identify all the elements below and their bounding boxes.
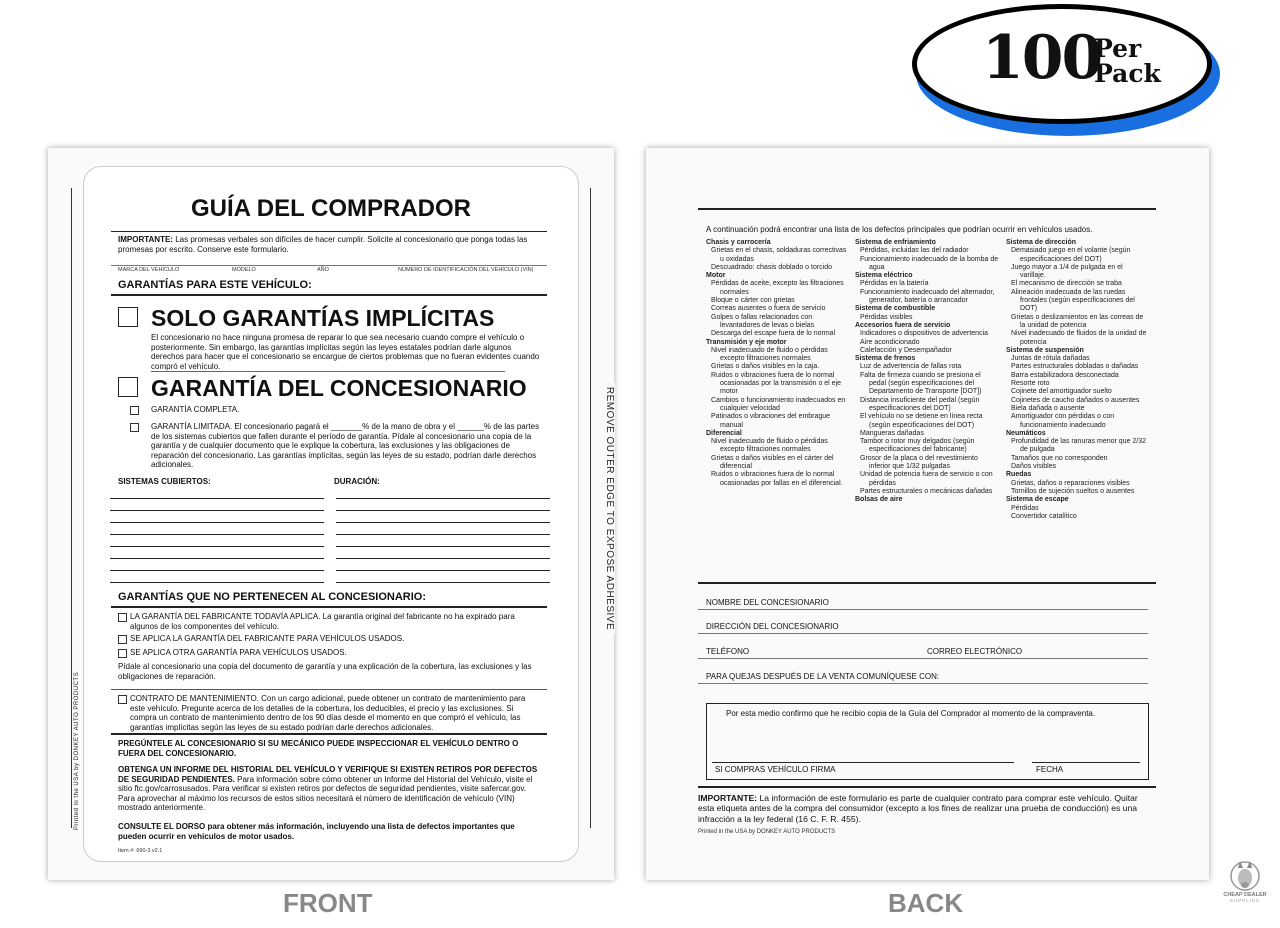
defect-item: Tamaños que no corresponden bbox=[1011, 454, 1108, 462]
logo-text-1: CHEAP DEALER bbox=[1223, 892, 1267, 898]
field-vin: NÚMERO DE IDENTIFICACIÓN DEL VEHÍCULO (VIN) bbox=[398, 267, 534, 273]
front-sheet bbox=[48, 148, 614, 880]
confirmation-text: Por esta medio confirmo que he recibio copia de la Guía del Comprador al momento de la compraventa. bbox=[726, 709, 1096, 718]
date-label: FECHA bbox=[1036, 765, 1064, 774]
right-edge-line bbox=[590, 188, 591, 828]
back-printed-note: Printed in the USA by DONKEY AUTO PRODUCTS bbox=[698, 829, 836, 835]
rule bbox=[698, 609, 1148, 610]
rule bbox=[110, 498, 324, 499]
email-label: CORREO ELECTRÓNICO bbox=[927, 647, 1023, 656]
signature-line[interactable] bbox=[712, 762, 1014, 763]
full-warranty-checkbox[interactable] bbox=[130, 406, 139, 415]
defect-item: Pérdidas, incluidas las del radiador bbox=[860, 247, 969, 255]
defect-category: Sistema de suspensión bbox=[1006, 346, 1084, 354]
defect-item: Tambor o rotor muy delgados (según bbox=[860, 438, 975, 446]
defect-item-cont: funcionamiento inadecuado bbox=[1020, 421, 1106, 429]
complaints-label: PARA QUEJAS DESPUÉS DE LA VENTA COMUNÍQUESE CON: bbox=[706, 672, 940, 681]
defect-item: Bloque o cárter con grietas bbox=[711, 297, 795, 305]
defect-category: Neumáticos bbox=[1006, 429, 1046, 437]
limited-warranty-checkbox[interactable] bbox=[130, 423, 139, 432]
defect-item-cont: pérdidas bbox=[869, 479, 896, 487]
defect-item: Partes estructurales o mecánicas dañadas bbox=[860, 487, 993, 495]
other-used-checkbox[interactable] bbox=[118, 649, 127, 658]
defect-item-cont: especificaciones del fabricante) bbox=[869, 446, 967, 454]
defect-item: Pérdidas bbox=[1011, 504, 1039, 512]
rule bbox=[698, 786, 1156, 788]
defect-item-cont: varillaje. bbox=[1020, 272, 1046, 280]
dealer-address-label: DIRECCIÓN DEL CONCESIONARIO bbox=[706, 622, 839, 631]
defect-item: Descuadrado: chasis doblado o torcido bbox=[711, 263, 833, 271]
defect-item: Demasiado juego en el volante (según bbox=[1011, 247, 1131, 255]
rule bbox=[336, 570, 550, 571]
back-note: CONSULTE EL DORSO para obtener más información, incluyendo una lista de defectos importantes que pueden ocurrir en vehículos de motor usados. bbox=[118, 822, 515, 841]
defect-item-cont: frontales (según especificaciones del bbox=[1020, 297, 1135, 305]
mfr-warranty-checkbox[interactable] bbox=[118, 613, 127, 622]
defect-item: Pérdidas visibles bbox=[860, 313, 913, 321]
defect-item: Convertidor catalítico bbox=[1011, 512, 1077, 520]
rule bbox=[111, 606, 547, 608]
defect-item: Grietas o daños visibles en el cárter del bbox=[711, 454, 834, 462]
rule bbox=[336, 498, 550, 499]
signature-label: SI COMPRAS VEHÍCULO FIRMA bbox=[715, 765, 836, 774]
rule bbox=[110, 546, 324, 547]
defect-item: Unidad de potencia fuera de servicio o con bbox=[860, 471, 993, 479]
defect-item: Cojinetes de caucho dañados o ausentes bbox=[1011, 396, 1140, 404]
rule bbox=[111, 294, 547, 296]
front-printed-note: Printed in the USA by DONKEY AUTO PRODUCTS bbox=[74, 671, 81, 831]
defect-item: Grietas en el chasis, soldaduras correctivas bbox=[711, 247, 847, 255]
duration-label: DURACIÓN: bbox=[334, 477, 380, 486]
defect-item-cont: normales bbox=[720, 288, 749, 296]
defect-item: Pérdidas de aceite, excepto las filtraciones bbox=[711, 280, 844, 288]
defects-column-3 bbox=[1006, 239, 1151, 521]
defect-category: Accesorios fuera de servicio bbox=[855, 321, 951, 329]
defect-item: Mangueras dañadas bbox=[860, 429, 924, 437]
rule bbox=[698, 683, 1148, 684]
defect-category: Sistema eléctrico bbox=[855, 272, 913, 280]
defect-item: Grietas o deslizamientos en las correas de bbox=[1011, 313, 1144, 321]
systems-label: SISTEMAS CUBIERTOS: bbox=[118, 477, 211, 486]
defect-item: Nivel inadecuado de fluidos de la unidad de bbox=[1011, 330, 1147, 338]
defect-category: Sistema de dirección bbox=[1006, 239, 1077, 246]
rule bbox=[698, 208, 1156, 210]
rule bbox=[111, 265, 547, 266]
implied-title: SOLO GARANTÍAS IMPLÍCITAS bbox=[151, 305, 495, 331]
badge-number: 100 bbox=[982, 23, 1102, 93]
defect-item-cont: inferior que 1/32 pulgadas bbox=[869, 463, 950, 471]
defect-item-cont: (según especificaciones del DOT) bbox=[869, 421, 975, 429]
defect-item-cont: la unidad de potencia bbox=[1020, 321, 1087, 329]
defect-item: Partes estructurales dobladas o dañadas bbox=[1011, 363, 1139, 371]
rule bbox=[110, 534, 324, 535]
front-form bbox=[83, 166, 579, 862]
defect-item: Daños visibles bbox=[1011, 463, 1057, 471]
defect-item-cont: motor bbox=[720, 388, 738, 396]
defect-item: Distancia insuficiente del pedal (según bbox=[860, 396, 980, 404]
defect-item: Indicadores o dispositivos de advertencia bbox=[860, 330, 989, 338]
defect-item: El mecanismo de dirección se traba bbox=[1011, 280, 1122, 288]
defect-item-cont: cualquier velocidad bbox=[720, 404, 780, 412]
defect-item-cont: diferencial bbox=[720, 463, 752, 471]
dealer-name-label: NOMBRE DEL CONCESIONARIO bbox=[706, 598, 829, 607]
field-make: MARCA DEL VEHÍCULO bbox=[118, 267, 180, 273]
defect-item: Correas ausentes o fuera de servicio bbox=[711, 305, 826, 313]
defect-category: Chasis y carrocería bbox=[706, 239, 771, 246]
rule bbox=[336, 510, 550, 511]
rule bbox=[698, 633, 1148, 634]
mfr-used-checkbox[interactable] bbox=[118, 635, 127, 644]
non-dealer-heading: GARANTÍAS QUE NO PERTENECEN AL CONCESIONARIO: bbox=[118, 591, 427, 603]
defect-item-cont: agua bbox=[869, 263, 885, 271]
defect-item: Ruidos o vibraciones fuera de lo normal bbox=[711, 371, 835, 379]
defect-item-cont: excepto filtraciones normales bbox=[720, 355, 811, 363]
defect-item: Barra estabilizadora desconectada bbox=[1011, 371, 1119, 379]
defect-category: Bolsas de aire bbox=[855, 496, 903, 504]
rule bbox=[111, 231, 547, 232]
cheap-dealer-logo bbox=[1222, 858, 1268, 904]
defect-item: Amortiguador con pérdidas o con bbox=[1011, 413, 1115, 421]
defect-item: Grosor de la placa o del revestimiento bbox=[860, 454, 978, 462]
defect-item: Golpes o fallas relacionados con bbox=[711, 313, 813, 321]
defect-item: Biela dañada o ausente bbox=[1011, 404, 1085, 412]
service-contract-checkbox[interactable] bbox=[118, 695, 127, 704]
defect-item: Alineación inadecuada de las ruedas bbox=[1011, 288, 1126, 296]
rule bbox=[336, 534, 550, 535]
date-line[interactable] bbox=[1032, 762, 1140, 763]
rule bbox=[336, 546, 550, 547]
right-edge-text: REMOVE OUTER EDGE TO EXPOSE ADHESIVE bbox=[604, 383, 615, 634]
phone-label: TELÉFONO bbox=[706, 647, 750, 656]
defect-item: Tornillos de sujeción sueltos o ausentes bbox=[1011, 487, 1135, 495]
defect-category: Ruedas bbox=[1006, 471, 1032, 479]
defect-item: Luz de advertencia de fallas rota bbox=[860, 363, 962, 371]
front-important: IMPORTANTE: Las promesas verbales son difíciles de hacer cumplir. Solicite al concesionario que ponga todas las promesas por escrito. Conserve este formulario. bbox=[118, 235, 528, 254]
defect-item: Funcionamiento inadecuado de la bomba de bbox=[860, 255, 999, 263]
defect-category: Transmisión y eje motor bbox=[706, 338, 787, 346]
limited-warranty: GARANTÍA LIMITADA. El concesionario pagará el _______% de la mano de obra y el ______% de las partes de los sistemas cubiertos que fallen durante el período de garantía. Pídale al concesionario una copia de la garantía y de cualquier documento que le explique la cobertura, las exclusiones y las obligaciones de reparación del concesionario. Las garantías implícitas, según las leyes de su estado, podrían darle derechos adicionales. bbox=[151, 422, 540, 470]
defect-item: Calefacción y Desempañador bbox=[860, 346, 952, 354]
defect-item: Patinados o vibraciones del embrague bbox=[711, 413, 831, 421]
defect-item: Grietas o daños visibles en la caja. bbox=[711, 363, 820, 371]
defects-intro: A continuación podrá encontrar una lista de los defectos principales que podrían ocurrir en vehículos usados. bbox=[706, 225, 1093, 234]
defect-item: Resorte roto bbox=[1011, 380, 1050, 388]
defect-item: Juntas de rótula dañadas bbox=[1011, 355, 1090, 363]
dealer-checkbox[interactable] bbox=[118, 377, 138, 397]
item-number: Item #: 690-3 v2.1 bbox=[118, 848, 163, 854]
defect-item-cont: generador, batería o arrancador bbox=[869, 297, 968, 305]
rule bbox=[110, 558, 324, 559]
defect-item-cont: de pulgada bbox=[1020, 446, 1055, 454]
rule bbox=[336, 558, 550, 559]
defect-item: Grietas, daños o reparaciones visibles bbox=[1011, 479, 1130, 487]
full-warranty: GARANTÍA COMPLETA. bbox=[151, 405, 240, 414]
defect-item: El vehículo no se detiene en línea recta bbox=[860, 413, 983, 421]
implied-text: El concesionario no hace ninguna promesa de reparar lo que sea necesario cuando compre el vehículo o posteriormente. Sin embargo, las garantías implícitas según las leyes estatales podrían darle algunos derechos para hacer que el concesionario se encargue de ciertos problemas que no fueran evidentes cuando compró el vehículo. bbox=[151, 333, 540, 371]
service-contract: CONTRATO DE MANTENIMIENTO. Con un cargo adicional, puede obtener un contrato de mantenimiento para este vehículo. Pregunte acerca de los detalles de la cobertura, los deducibles, el precio y las exclusiones. Si compra un contrato de mantenimiento dentro de los 90 días desde el momento en que compró el vehículo, las garantías implícitas según las leyes de su estado podrían darle derechos adicionales. bbox=[130, 694, 526, 732]
form-title: GUÍA DEL COMPRADOR bbox=[190, 195, 471, 222]
defect-item-cont: manual bbox=[720, 421, 743, 429]
back-sheet bbox=[646, 148, 1209, 880]
rule bbox=[111, 689, 547, 690]
defect-item: Nivel inadecuado de fluido o pérdidas bbox=[711, 438, 828, 446]
rule bbox=[110, 570, 324, 571]
front-label: FRONT bbox=[283, 888, 373, 918]
defect-category: Sistema de enfriamiento bbox=[855, 239, 936, 246]
defect-item-cont: pedal (según especificaciones del bbox=[869, 380, 975, 388]
ask-copy: Pídale al concesionario una copia del documento de garantía y una explicación de la cobertura, las exclusiones y las obligaciones de reparación. bbox=[118, 662, 532, 681]
implied-checkbox[interactable] bbox=[118, 307, 138, 327]
rule bbox=[698, 658, 1148, 659]
back-important: IMPORTANTE: La información de este formulario es parte de cualquier contrato para comprar este vehículo. Quitar esta etiqueta antes de la compra del consumidor (excepto a los fines de realizar una prueba de conducción) es una infracción a la ley federal (16 C. F. R. 455). bbox=[698, 793, 1138, 824]
defect-item-cont: ocasionadas por la transmisión o el eje bbox=[720, 380, 842, 388]
defect-category: Sistema de escape bbox=[1006, 496, 1069, 504]
defect-category: Motor bbox=[706, 272, 726, 280]
defect-item: Nivel inadecuado de fluido o pérdidas bbox=[711, 346, 828, 354]
defect-item: Cojinete del amortiguador suelto bbox=[1011, 388, 1112, 396]
back-label: BACK bbox=[888, 888, 964, 918]
rule bbox=[336, 522, 550, 523]
rule bbox=[110, 510, 324, 511]
logo-text-2: SUPPLIES bbox=[1229, 898, 1260, 903]
defect-item: Pérdidas en la batería bbox=[860, 280, 929, 288]
field-model: MODELO bbox=[232, 267, 256, 273]
history-note: OBTENGA UN INFORME DEL HISTORIAL DEL VEHÍCULO Y VERIFIQUE SI EXISTEN RETIROS POR DEFECTOS DE SEGURIDAD PENDIENTES. Para información sobre cómo obtener un Informe del Historial del Vehículo, visite el sitio ftc.gov/carrosusados. Para verificar si existen retiros por defectos de seguridad pendientes, visite safercar.gov. Para aprovechar al máximo los recursos de estos sitios necesitará el número de identificación de vehículo (VIN) mostrado anteriormente. bbox=[118, 765, 538, 813]
badge-unit: Per Pack bbox=[1094, 34, 1161, 88]
other-used: SE APLICA OTRA GARANTÍA PARA VEHÍCULOS USADOS. bbox=[130, 648, 347, 657]
defects-column-1 bbox=[706, 239, 851, 488]
defect-item-cont: potencia bbox=[1020, 338, 1047, 346]
defect-item-cont: ocasionadas por fallas en el diferencial. bbox=[720, 479, 843, 487]
left-edge-line bbox=[71, 188, 72, 828]
defect-item: Descarga del escape fuera de lo normal bbox=[711, 330, 836, 338]
defect-item-cont: DOT) bbox=[1020, 305, 1038, 313]
defect-item: Falta de firmeza cuando se presiona el bbox=[860, 371, 981, 379]
defect-item-cont: especificaciones del DOT) bbox=[869, 404, 951, 412]
mfr-warranty: LA GARANTÍA DEL FABRICANTE TODAVÍA APLICA. La garantía original del fabricante no ha expirado para algunos de los componentes del vehículo. bbox=[130, 612, 515, 631]
defect-category: Sistema de frenos bbox=[855, 355, 916, 363]
defect-item: Profundidad de las ranuras menor que 2/32 bbox=[1011, 438, 1147, 446]
defect-item: Aire acondicionado bbox=[860, 338, 920, 346]
defect-item: Ruidos o vibraciones fuera de lo normal bbox=[711, 471, 835, 479]
defect-item-cont: Departamento de Transporte [DOT]) bbox=[869, 388, 982, 396]
dealer-title: GARANTÍA DEL CONCESIONARIO bbox=[151, 375, 527, 401]
defect-item: Funcionamiento inadecuado del alternador, bbox=[860, 288, 995, 296]
rule bbox=[111, 733, 547, 735]
rule bbox=[110, 582, 324, 583]
defect-item-cont: u oxidadas bbox=[720, 255, 754, 263]
defects-column-2 bbox=[855, 239, 1000, 505]
defect-category: Diferencial bbox=[706, 429, 742, 437]
warranties-heading: GARANTÍAS PARA ESTE VEHÍCULO: bbox=[118, 279, 312, 291]
defect-item-cont: especificaciones del DOT) bbox=[1020, 255, 1102, 263]
rule bbox=[151, 371, 505, 372]
defect-item-cont: excepto filtraciones normales bbox=[720, 446, 811, 454]
mfr-used: SE APLICA LA GARANTÍA DEL FABRICANTE PARA VEHÍCULOS USADOS. bbox=[130, 634, 405, 643]
defect-item-cont: levantadores de levas o bielas bbox=[720, 321, 815, 329]
rule bbox=[698, 582, 1156, 584]
rule bbox=[110, 522, 324, 523]
ask-mechanic: PREGÚNTELE AL CONCESIONARIO SI SU MECÁNICO PUEDE INSPECCIONAR EL VEHÍCULO DENTRO O FUERA DEL CONCESIONARIO. bbox=[118, 739, 519, 758]
field-year: AÑO bbox=[317, 267, 329, 273]
defect-item: Cambios o funcionamiento inadecuados en bbox=[711, 396, 846, 404]
defect-item: Juego mayor a 1/4 de pulgada en el bbox=[1011, 263, 1123, 271]
rule bbox=[336, 582, 550, 583]
defect-category: Sistema de combustible bbox=[855, 305, 936, 313]
